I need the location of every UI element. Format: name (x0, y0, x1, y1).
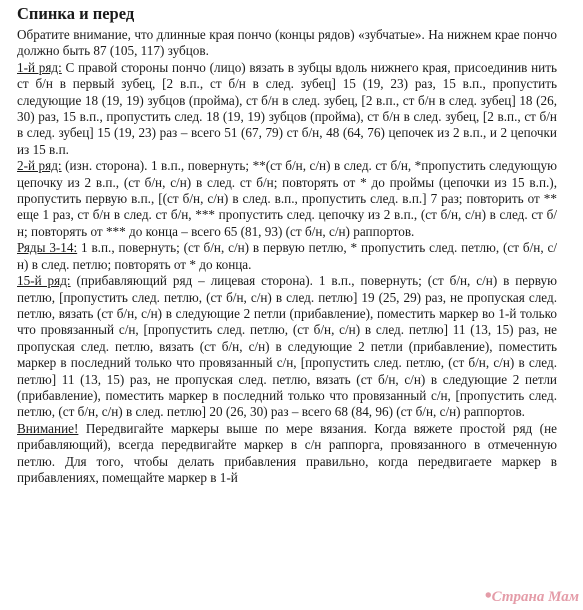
row-1-text: С правой стороны пончо (лицо) вязать в зубцы вдоль нижнего края, присоединив нить ст б/н в первый зубец, [2 в.п., ст б/н в след. зубец] 15 (19, 23) раз, 15 в.п., пропустить следующие 18 (19, 19) зубцов (пройма), ст б/н в след. зубец, [2 в.п., ст б/н в след. зубец] 18 (26, 30) раз, 15 в.п., пропустить след. 18 (19, 19) зубцов (пройма), ст б/н в след. зубец, [2 в.п., ст б/н в след. зубец] 15 (19, 23) раз – всего 51 (67, 79) ст б/н, 48 (64, 76) цепочек из 2 в.п., и 2 цепочки из 15 в.п. (17, 59, 557, 157)
row-15-text: (прибавляющий ряд – лицевая сторона). 1 в.п., повернуть; (ст б/н, с/н) в первую петлю, [пропустить след. петлю, (ст б/н, с/н) в след. петлю] 19 (25, 29) раз, не пропуская след. петлю, вязать (ст б/н, с/н) в следующие 2 петли (прибавление), поместить маркер во 1-й только что провязанный с/н, [пропустить след. петлю, (ст б/н, с/н) в след. петлю] 11 (13, 15) раз, не пропуская след. петлю, вязать (ст б/н, с/н) в следующие 2 петли (прибавление), поместить маркер в последний только что провязанный с/н, [пропустить след. петлю, (ст б/н, с/н) в след. петлю] 11 (13, 15) раз, не пропуская след. петлю, вязать (ст б/н, с/н) в следующие 2 петли (прибавление), поместить маркер в последний только что провязанный с/н, [пропустить след. петлю, (ст б/н, с/н) в след. петлю] 20 (26, 30) раз – всего 68 (84, 96) (ст б/н, с/н) раппортов. (17, 273, 557, 420)
row-15-label: 15-й ряд: (17, 273, 71, 289)
row-2-paragraph (17, 158, 557, 240)
row-15-paragraph (17, 273, 557, 421)
rows-3-14-paragraph (17, 240, 557, 273)
watermark-text: Страна Мам (491, 589, 579, 605)
row-1-label: 1-й ряд: (17, 59, 62, 75)
document-page (17, 0, 557, 486)
intro-text: Обратите внимание, что длинные края пончо (концы рядов) «зубчатые». На нижнем крае пончо должно быть 87 (105, 117) зубцов. (17, 27, 557, 59)
attention-text: Передвигайте маркеры выше по мере вязания. Когда вяжете простой ряд (не прибавляющий), всегда передвигайте маркер в с/н раппорга, провязанного в отмеченную петлю. Для того, чтобы делать прибавления правильно, когда передвигаете маркер в прибавлениях, помещайте маркер в 1-й (17, 420, 557, 485)
row-1-paragraph (17, 60, 557, 158)
section-title: Спинка и перед (17, 4, 135, 23)
row-2-text: (изн. сторона). 1 в.п., повернуть; **(ст б/н, с/н) в след. ст б/н, *пропустить следующую цепочку из 2 в.п., (ст б/н, с/н) в след. ст б/н; повторять от * до проймы (цепочки из 15 в.п.), пропустить первую в.п., [(ст б/н, с/н) в след. в.п., пропустить след. в.п.] 7 раз; повторить от ** еще 1 раз, ст б/н в след. ст б/н, *** пропустить след. цепочку из 2 в.п., (ст б/н, с/н) в след. ст б/н; повторять от *** до конца – всего 65 (81, 93) (ст б/н, с/н) раппортов. (17, 158, 557, 239)
intro-paragraph (17, 27, 557, 60)
rows-3-14-text: 1 в.п., повернуть; (ст б/н, с/н) в первую петлю, * пропустить след. петлю, (ст б/н, с/н) в след. петлю; повторять от * до конца. (17, 240, 557, 272)
attention-label: Внимание! (17, 420, 79, 436)
attention-paragraph (17, 421, 557, 487)
row-2-label: 2-й ряд: (17, 158, 62, 174)
rows-3-14-label: Ряды 3-14: (17, 240, 78, 256)
watermark-dot-icon: • (484, 585, 492, 607)
site-watermark (485, 585, 579, 608)
